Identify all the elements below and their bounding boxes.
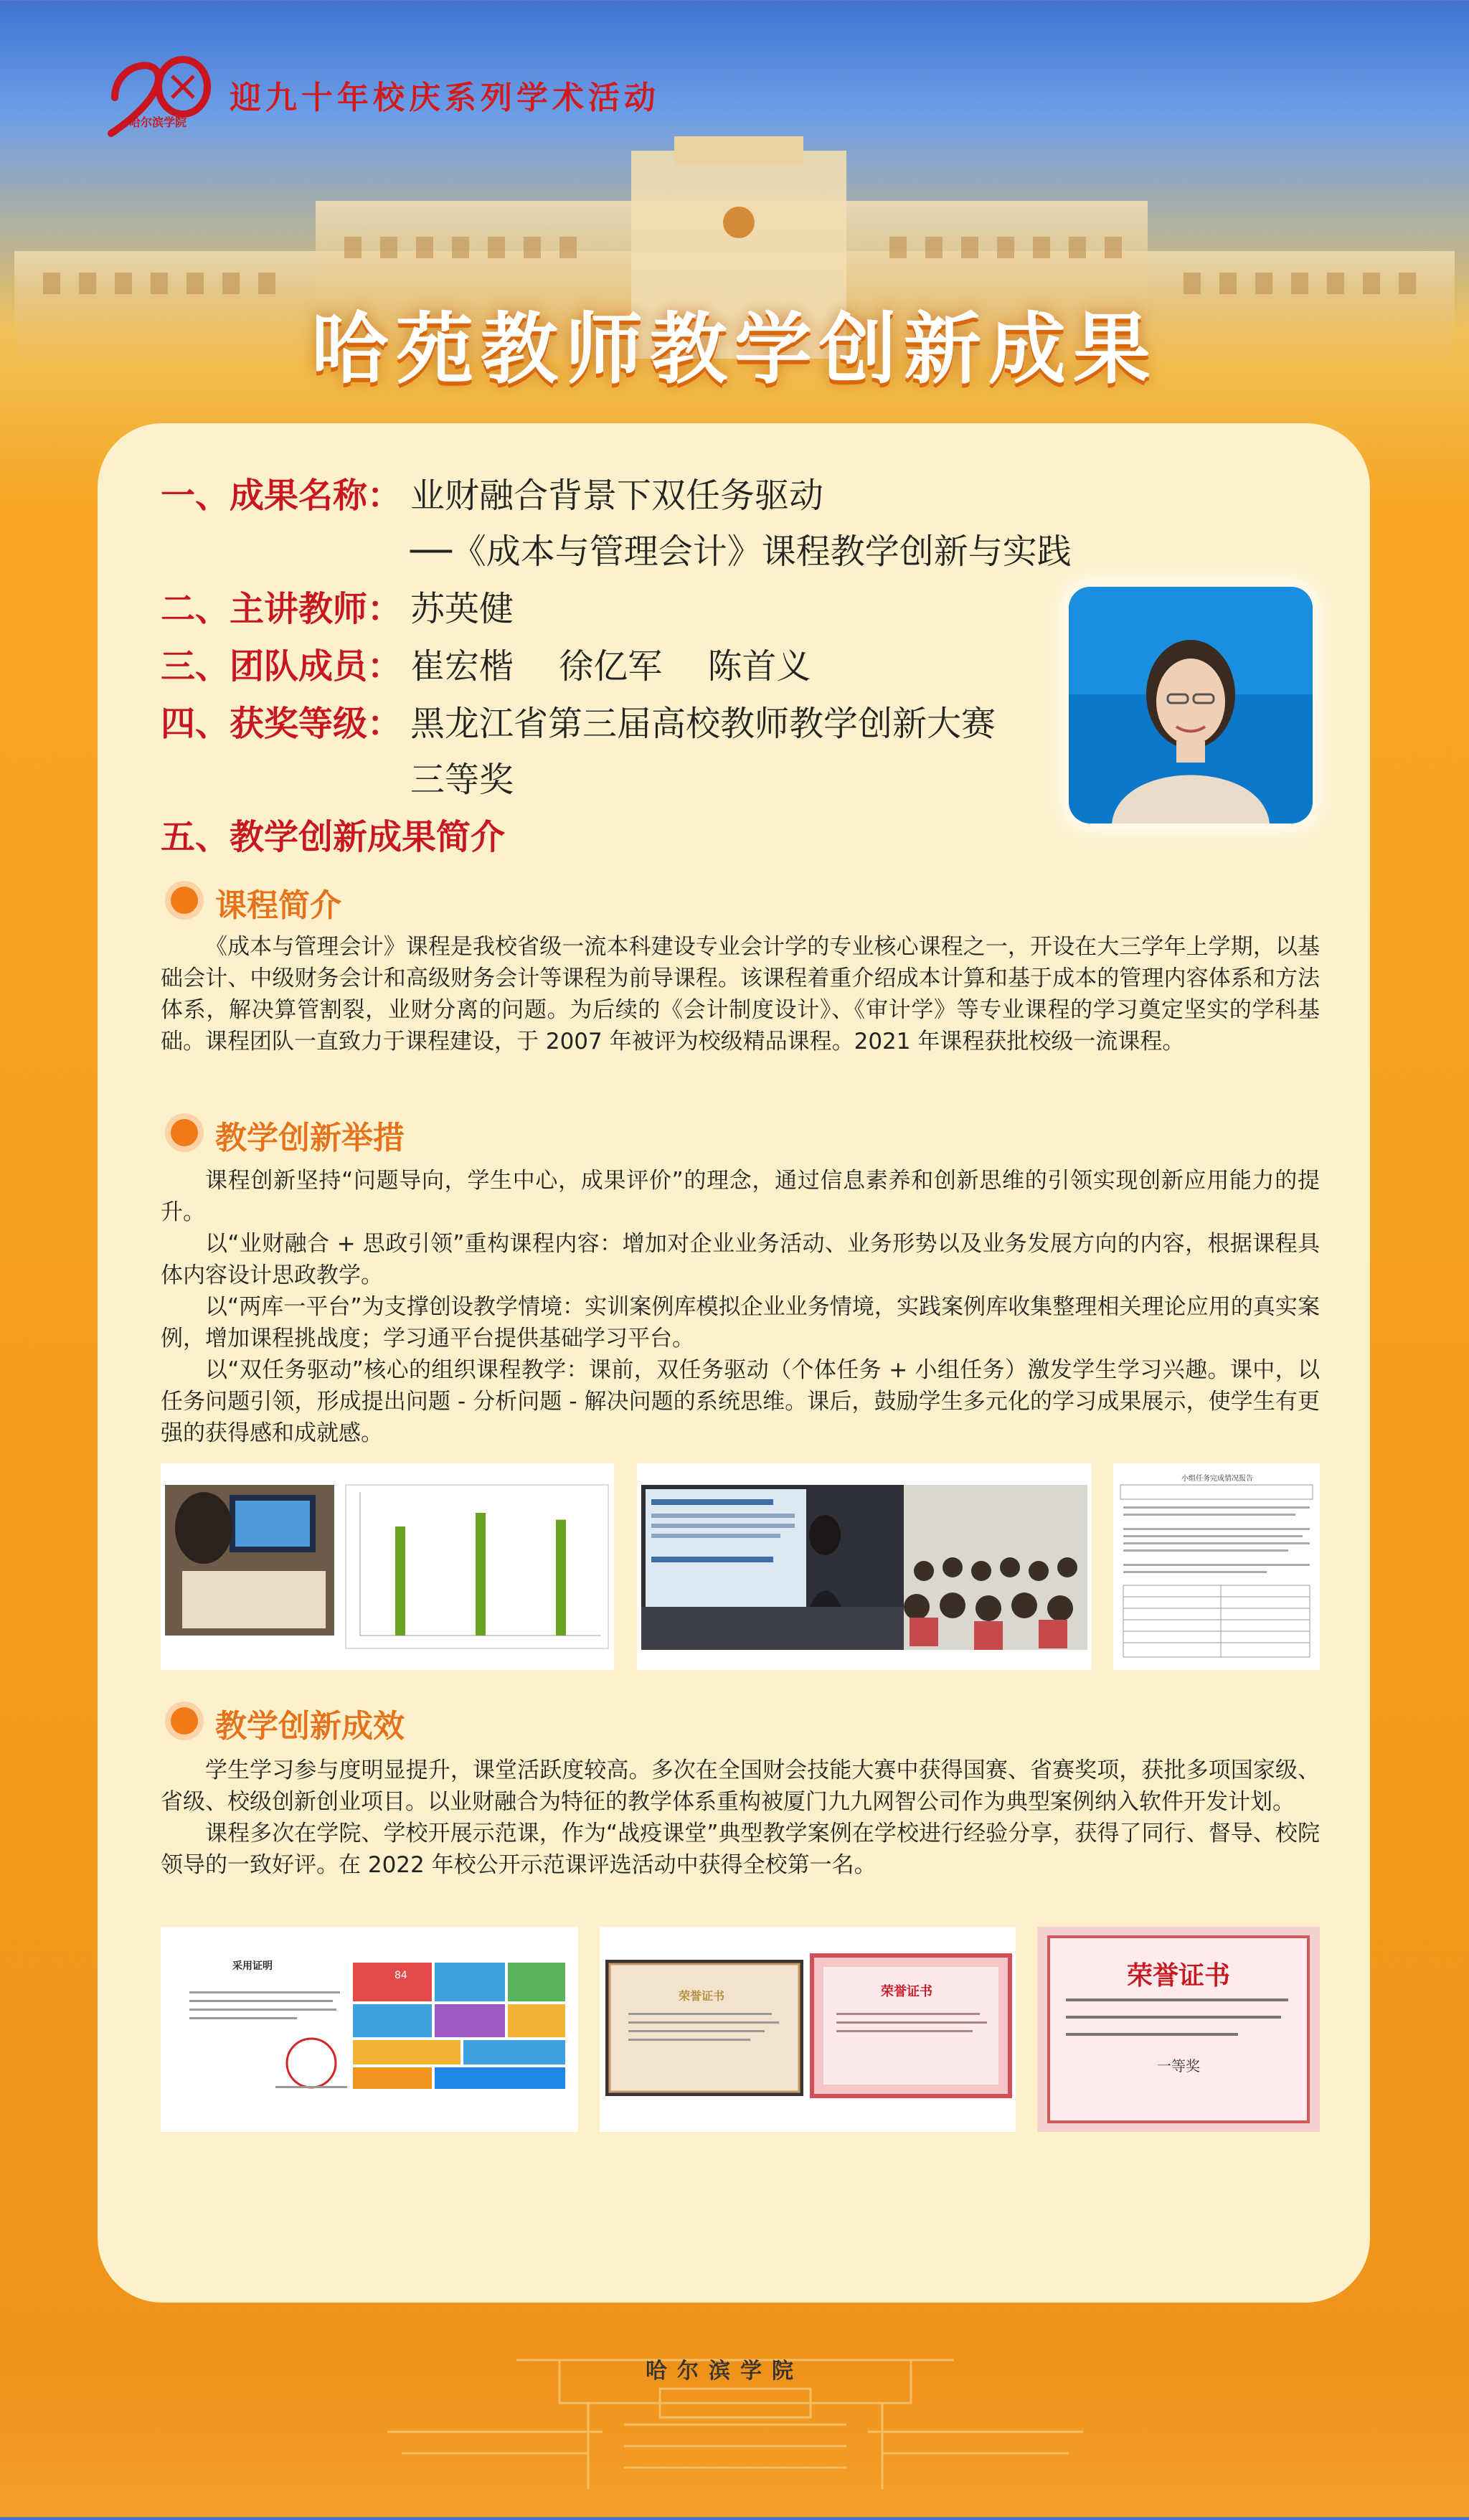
photo-classroom-teaching xyxy=(637,1463,1092,1670)
logo-text: 哈尔滨学院 xyxy=(129,115,187,129)
award-line1: 黑龙江省第三届高校教师教学创新大赛 xyxy=(410,704,996,744)
label-achievement-name: 一、成果名称： xyxy=(161,476,402,516)
course-paragraph: 《成本与管理会计》课程是我校省级一流本科建设专业会计学的专业核心课程之一，开设在大三学年上学期，以基础会计、中级财务会计和高级财务会计等课程为前导课程。该课程着重介绍成本计算和基于成本的管理内容体系和方法体系，解决算管割裂，业财分离的问题。为后续的《会计制度设计》、《审计学》等专业课程的学习奠定坚实的学科基础。课程团队一直致力于课程建设，于 2007 年被评为校级精品课程。2021 年课程获批校级一流课程。 xyxy=(161,934,1320,1054)
measures-paragraph-4: 以“双任务驱动”核心的组织课程教学：课前，双任务驱动（个体任务 + 小组任务）激发学生学习兴趣。课中，以任务问题引领，形成提出问题 - 分析问题 - 解决问题的系统思维。课后，鼓励学生多元化的学习成果展示，使学生有更强的获得感和成就感。 xyxy=(161,1357,1320,1446)
section-title-measures: 教学创新举措 xyxy=(215,1120,405,1156)
lead-teacher-name: 苏英健 xyxy=(410,589,514,629)
photo-large-honor-certificate xyxy=(1037,1927,1320,2132)
campus-gate-outline xyxy=(387,2317,1083,2517)
team-members: 崔宏楷 徐亿军 陈首义 xyxy=(410,646,811,686)
page-title: 哈苑教师教学创新成果 xyxy=(311,305,1158,395)
large-certificate-award: 一等奖 xyxy=(1157,2057,1200,2075)
measures-paragraph-1: 课程创新坚持“问题导向，学生中心，成果评价”的理念，通过信息素养和创新思维的引领实现创新应用能力的提升。 xyxy=(161,1168,1320,1225)
anniversary-logo xyxy=(100,47,215,141)
footer-school-name: 哈尔滨学院 xyxy=(646,2359,803,2384)
results-paragraph-2: 课程多次在学院、学校开展示范课，作为“战疫课堂”典型教学案例在学校进行经验分享，获得了同行、督导、校院领导的一致好评。在 2022 年校公开示范课评选活动中获得全校第一名。 xyxy=(161,1821,1320,1878)
section-bullet-icon xyxy=(171,887,198,914)
honor-certificate-1-title: 荣誉证书 xyxy=(679,1989,725,2003)
photo-honor-certificates xyxy=(600,1927,1016,2132)
chart-bar xyxy=(395,1526,405,1636)
photo-adoption-certificate xyxy=(161,1927,578,2132)
achievement-name-line2: ──《成本与管理会计》课程教学创新与实践 xyxy=(410,532,1072,572)
label-award-level: 四、获奖等级： xyxy=(161,704,402,744)
achievement-name-line1: 业财融合背景下双任务驱动 xyxy=(410,476,824,516)
chart-bar xyxy=(476,1513,486,1636)
course-intro-text xyxy=(161,931,1320,1057)
measures-text xyxy=(161,1165,1320,1449)
report-title: 小组任务完成情况报告 xyxy=(1181,1475,1253,1483)
label-lead-teacher: 二、主讲教师： xyxy=(161,589,402,629)
teacher-portrait xyxy=(1069,587,1313,824)
section-title-results: 教学创新成效 xyxy=(215,1708,405,1745)
results-text xyxy=(161,1755,1320,1881)
summary-heading: 五、教学创新成果简介 xyxy=(161,817,506,857)
large-certificate-title: 荣誉证书 xyxy=(1126,1960,1230,1991)
photo-group-task-report xyxy=(1113,1463,1320,1670)
bar-chart xyxy=(346,1485,608,1648)
section-bullet-icon xyxy=(171,1119,198,1146)
photo-student-and-chart xyxy=(161,1463,614,1670)
app-tile-value: 84 xyxy=(395,1970,407,1981)
section-title-course: 课程简介 xyxy=(215,887,341,924)
award-line2: 三等奖 xyxy=(410,760,514,800)
section-bullet-icon xyxy=(171,1707,198,1735)
adoption-certificate-title: 采用证明 xyxy=(232,1960,273,1972)
honor-certificate-2-title: 荣誉证书 xyxy=(881,1984,932,1999)
label-team-members: 三、团队成员： xyxy=(161,646,402,686)
measures-paragraph-2: 以“业财融合 + 思政引领”重构课程内容：增加对企业业务活动、业务形势以及业务发展方向的内容，根据课程具体内容设计思政教学。 xyxy=(161,1231,1320,1288)
results-paragraph-1: 学生学习参与度明显提升，课堂活跃度较高。多次在全国财会技能大赛中获得国赛、省赛奖项，获批多项国家级、省级、校级创新创业项目。以业财融合为特征的教学体系重构被厦门九九网智公司作为典型案例纳入软件开发计划。 xyxy=(161,1757,1320,1815)
chart-bar xyxy=(556,1520,566,1636)
banner-text: 迎九十年校庆系列学术活动 xyxy=(230,80,660,116)
measures-paragraph-3: 以“两库一平台”为支撑创设教学情境：实训案例库模拟企业业务情境，实践案例库收集整理相关理论应用的真实案例，增加课程挑战度；学习通平台提供基础学习平台。 xyxy=(161,1294,1320,1351)
